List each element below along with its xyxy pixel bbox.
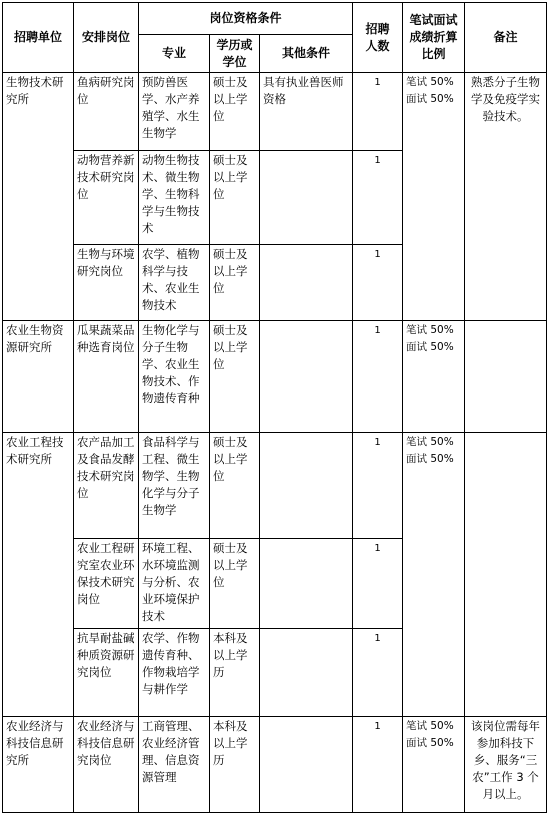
- post-cell: 农产品加工及食品发酵技术研究岗位: [74, 433, 139, 539]
- header-qualifications: 岗位资格条件: [139, 3, 353, 35]
- post-cell: 抗旱耐盐碱种质资源研究岗位: [74, 629, 139, 717]
- ratio-written: 笔试 50%: [406, 436, 454, 448]
- major-cell: 动物生物技术、微生物学、生物科学与生物技术: [139, 151, 210, 245]
- note-cell: [465, 321, 547, 433]
- other-cell: [260, 245, 353, 321]
- major-cell: 农学、作物遗传育种、作物栽培学与耕作学: [139, 629, 210, 717]
- note-cell: 该岗位需每年参加科技下乡、服务“三农”工作 3 个月以上。: [465, 717, 547, 813]
- other-cell: 具有执业兽医师资格: [260, 73, 353, 151]
- header-count-line-2: 人数: [365, 38, 390, 53]
- count-cell: 1: [353, 629, 403, 717]
- degree-cell: 本科及以上学历: [210, 717, 260, 813]
- count-cell: 1: [353, 321, 403, 433]
- unit-cell: 农业生物资源研究所: [3, 321, 74, 433]
- header-count: [353, 3, 403, 73]
- header-other: 其他条件: [260, 35, 353, 73]
- major-cell: 食品科学与工程、微生物学、生物化学与分子生物学: [139, 433, 210, 539]
- header-ratio-line-3: 比例: [421, 47, 446, 61]
- degree-cell: 本科及以上学历: [210, 629, 260, 717]
- post-cell: 农业经济与科技信息研究岗位: [74, 717, 139, 813]
- header-degree: [210, 35, 260, 73]
- table-row: [3, 717, 547, 813]
- note-cell: 熟悉分子生物学及免疫学实验技术。: [465, 73, 547, 321]
- ratio-interview: 面试 50%: [406, 737, 454, 749]
- other-cell: [260, 433, 353, 539]
- header-major: 专业: [139, 35, 210, 73]
- other-cell: [260, 539, 353, 629]
- count-cell: 1: [353, 717, 403, 813]
- other-cell: [260, 629, 353, 717]
- unit-cell: 农业工程技术研究所: [3, 433, 74, 717]
- table-row: [3, 73, 547, 151]
- post-cell: 瓜果蔬菜品种选育岗位: [74, 321, 139, 433]
- header-count-line-1: 招聘: [365, 21, 390, 36]
- degree-cell: 硕士及以上学位: [210, 151, 260, 245]
- major-cell: 预防兽医学、水产养殖学、水生生物学: [139, 73, 210, 151]
- unit-cell: 生物技术研究所: [3, 73, 74, 321]
- unit-cell: 农业经济与科技信息研究所: [3, 717, 74, 813]
- major-cell: 农学、植物科学与技术、农业生物技术: [139, 245, 210, 321]
- other-cell: [260, 151, 353, 245]
- post-cell: 动物营养新技术研究岗位: [74, 151, 139, 245]
- header-degree-line-1: 学历或: [216, 37, 253, 52]
- table-row: [3, 321, 547, 433]
- ratio-written: 笔试 50%: [406, 324, 454, 336]
- count-cell: 1: [353, 245, 403, 321]
- degree-cell: 硕士及以上学位: [210, 433, 260, 539]
- other-cell: [260, 717, 353, 813]
- header-degree-line-2: 学位: [222, 54, 247, 69]
- header-ratio: [403, 3, 465, 73]
- ratio-interview: 面试 50%: [406, 341, 454, 353]
- ratio-cell: [403, 73, 465, 321]
- other-cell: [260, 321, 353, 433]
- ratio-cell: [403, 433, 465, 717]
- ratio-cell: [403, 321, 465, 433]
- count-cell: 1: [353, 151, 403, 245]
- major-cell: 工商管理、农业经济管理、信息资源管理: [139, 717, 210, 813]
- ratio-interview: 面试 50%: [406, 93, 454, 105]
- degree-cell: 硕士及以上学位: [210, 539, 260, 629]
- count-cell: 1: [353, 73, 403, 151]
- header-note: 备注: [465, 3, 547, 73]
- post-cell: 农业工程研究室农业环保技术研究岗位: [74, 539, 139, 629]
- degree-cell: 硕士及以上学位: [210, 245, 260, 321]
- header-ratio-line-2: 成绩折算: [409, 30, 458, 44]
- header-unit: 招聘单位: [3, 3, 74, 73]
- ratio-cell: [403, 717, 465, 813]
- major-cell: 环境工程、水环境监测与分析、农业环境保护技术: [139, 539, 210, 629]
- post-cell: 生物与环境研究岗位: [74, 245, 139, 321]
- header-ratio-line-1: 笔试面试: [409, 13, 458, 27]
- count-cell: 1: [353, 433, 403, 539]
- degree-cell: 硕士及以上学位: [210, 321, 260, 433]
- degree-cell: 硕士及以上学位: [210, 73, 260, 151]
- ratio-interview: 面试 50%: [406, 453, 454, 465]
- note-cell: [465, 433, 547, 717]
- ratio-written: 笔试 50%: [406, 76, 454, 88]
- recruitment-table: [2, 2, 547, 813]
- table-row: [3, 433, 547, 539]
- ratio-written: 笔试 50%: [406, 720, 454, 732]
- header-post: 安排岗位: [74, 3, 139, 73]
- count-cell: 1: [353, 539, 403, 629]
- major-cell: 生物化学与分子生物学、农业生物技术、作物遗传育种: [139, 321, 210, 433]
- post-cell: 鱼病研究岗位: [74, 73, 139, 151]
